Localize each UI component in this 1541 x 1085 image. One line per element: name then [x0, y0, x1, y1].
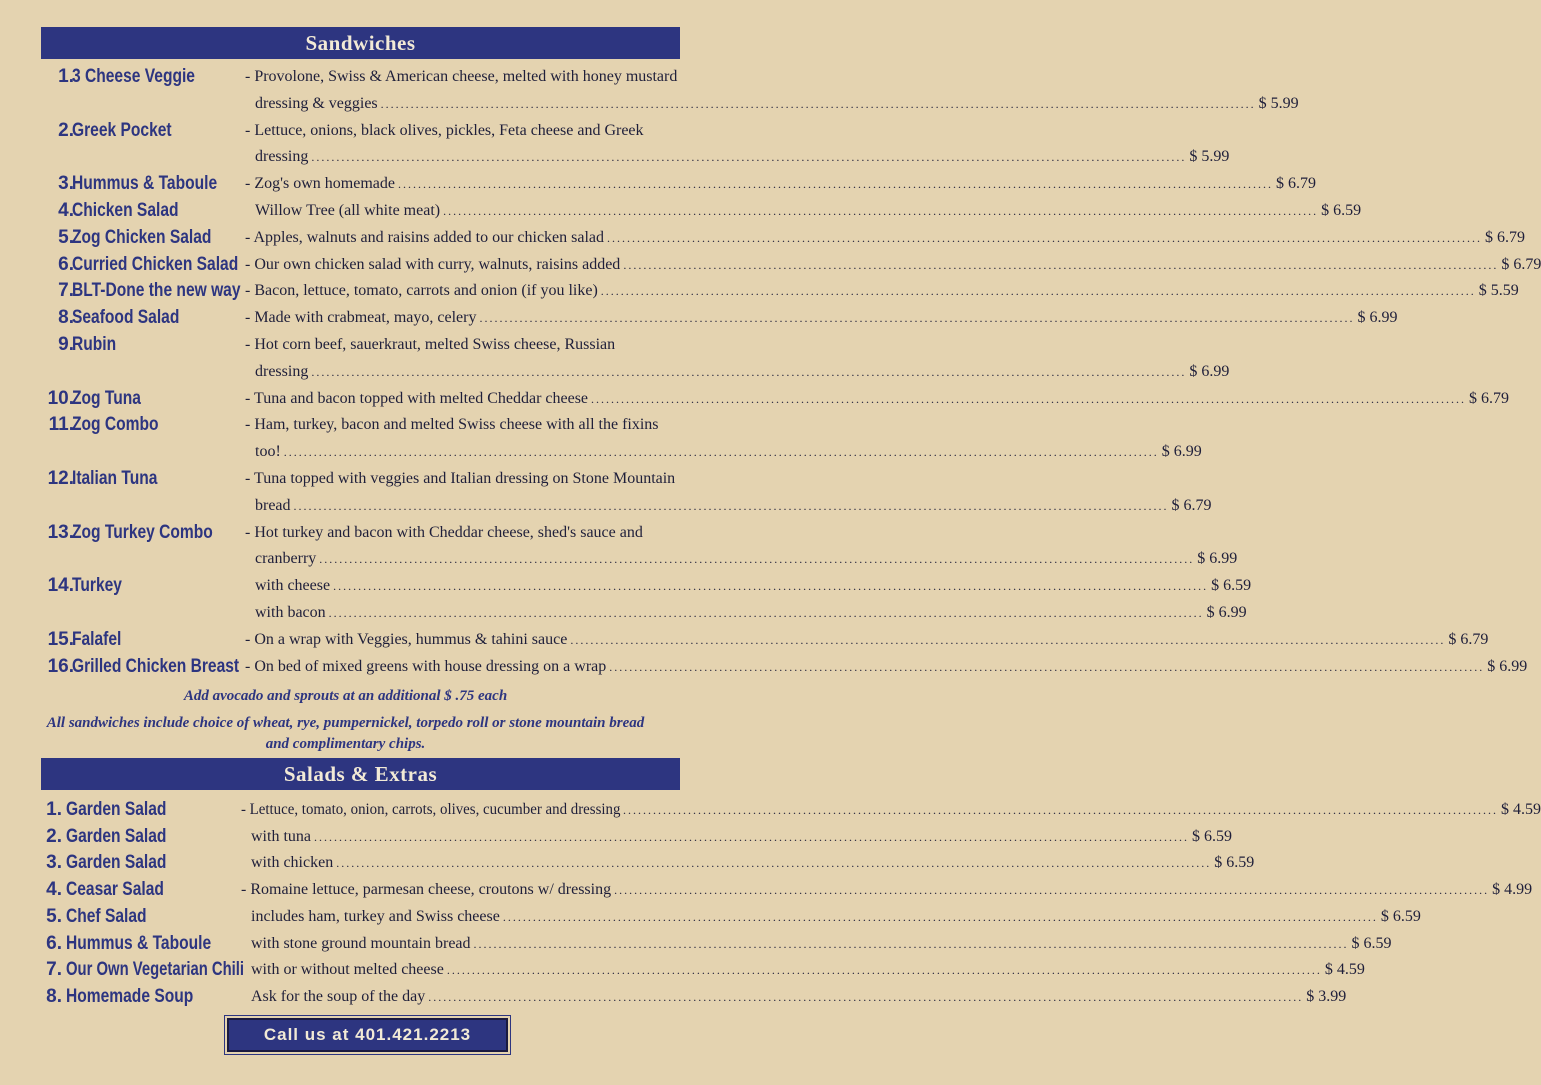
- sandwich-row: [0, 91, 1299, 117]
- dot-leader: [474, 931, 1349, 957]
- item-number: 11.: [48, 414, 74, 435]
- sandwich-row: [0, 439, 1202, 465]
- description-text: - Tuna and bacon topped with melted Cheddar cheese: [245, 390, 589, 407]
- description-text: with cheese: [255, 577, 331, 594]
- dot-leader: [503, 904, 1378, 930]
- item-price: $ 6.99: [1189, 363, 1230, 380]
- item-description: [245, 252, 1541, 278]
- description-text: with stone ground mountain bread: [251, 935, 471, 952]
- call-us-phone[interactable]: Call us at 401.421.2213: [227, 1018, 508, 1052]
- item-description: [251, 824, 1232, 850]
- item-name: Chef Salad: [66, 906, 147, 927]
- description-text: cranberry: [255, 550, 317, 567]
- item-description: [245, 627, 1489, 653]
- description-text: - On a wrap with Veggies, hummus & tahini sauce: [245, 631, 568, 648]
- sandwich-row: [0, 573, 1252, 599]
- item-name: Hummus & Taboule: [72, 173, 218, 194]
- salad-row: [0, 850, 1255, 876]
- item-name: Falafel: [72, 629, 122, 650]
- dot-leader: [398, 171, 1273, 197]
- item-price: $ 6.59: [1211, 577, 1252, 594]
- description-text: - Tuna topped with veggies and Italian dressing on Stone Mountain: [245, 470, 676, 487]
- item-price: $ 6.79: [1469, 390, 1510, 407]
- item-price: $ 6.79: [1501, 256, 1541, 273]
- dot-leader: [284, 439, 1159, 465]
- item-description: [255, 546, 1238, 572]
- description-text: - Lettuce, tomato, onion, carrots, olives, cucumber and dressing: [241, 801, 621, 818]
- item-description: [245, 278, 1519, 304]
- chips-note: and complimentary chips.: [265, 736, 426, 752]
- dot-leader: [311, 359, 1186, 385]
- item-description: [255, 144, 1230, 170]
- item-number: 8.: [46, 986, 62, 1007]
- dot-leader: [447, 957, 1322, 983]
- item-price: $ 6.79: [1275, 175, 1316, 192]
- sandwich-row: [0, 654, 1528, 680]
- description-text: - Lettuce, onions, black olives, pickles, Feta cheese and Greek: [245, 122, 644, 139]
- item-name: Garden Salad: [66, 799, 167, 820]
- description-text: bread: [255, 497, 291, 514]
- sandwich-row: [0, 332, 691, 358]
- item-description: [251, 984, 1347, 1010]
- item-description: [245, 64, 680, 90]
- dot-leader: [601, 278, 1476, 304]
- item-number: 10.: [47, 388, 74, 409]
- sandwich-row: [0, 412, 691, 438]
- dot-leader: [614, 877, 1489, 903]
- item-description: [245, 412, 680, 438]
- salad-row: [0, 957, 1365, 983]
- dot-leader: [329, 600, 1204, 626]
- salad-row: [0, 931, 1392, 957]
- item-price: $ 6.59: [1351, 935, 1392, 952]
- item-number: 3.: [46, 852, 62, 873]
- item-name: Our Own Vegetarian Chili: [66, 959, 245, 980]
- description-text: - Provolone, Swiss & American cheese, melted with honey mustard: [245, 68, 678, 85]
- item-description: [245, 466, 680, 492]
- dot-leader: [609, 654, 1484, 680]
- item-number: 15.: [47, 629, 74, 650]
- sandwich-row: [0, 600, 1247, 626]
- sandwich-row: [0, 64, 691, 90]
- dot-leader: [336, 850, 1211, 876]
- item-description: [241, 877, 1533, 903]
- item-price: $ 4.59: [1324, 961, 1365, 978]
- description-text: with chicken: [251, 854, 334, 871]
- sandwich-row: [0, 359, 1230, 385]
- description-text: Ask for the soup of the day: [251, 988, 426, 1005]
- item-description: [245, 332, 680, 358]
- item-name: Garden Salad: [66, 826, 167, 847]
- salad-row: [0, 824, 1232, 850]
- item-price: $ 6.99: [1487, 658, 1528, 675]
- item-number: 3.: [58, 173, 74, 194]
- item-price: $ 6.99: [1357, 309, 1398, 326]
- dot-leader: [443, 198, 1318, 224]
- item-price: $ 6.79: [1448, 631, 1489, 648]
- item-price: $ 5.59: [1478, 282, 1519, 299]
- item-description: [245, 386, 1510, 412]
- item-number: 2.: [58, 120, 74, 141]
- item-number: 12.: [47, 468, 74, 489]
- description-text: Willow Tree (all white meat): [255, 202, 441, 219]
- dot-leader: [319, 546, 1194, 572]
- item-price: $ 6.59: [1192, 828, 1232, 845]
- dot-leader: [294, 493, 1169, 519]
- item-description: [251, 957, 1365, 983]
- description-text: with tuna: [251, 828, 311, 845]
- description-text: - Made with crabmeat, mayo, celery: [245, 309, 477, 326]
- item-price: $ 6.99: [1161, 443, 1202, 460]
- item-description: [245, 654, 1528, 680]
- item-number: 1.: [46, 799, 62, 820]
- description-text: dressing: [255, 148, 309, 165]
- dot-leader: [623, 797, 1498, 823]
- description-text: - Our own chicken salad with curry, walnuts, raisins added: [245, 256, 621, 273]
- item-price: $ 3.99: [1306, 988, 1347, 1005]
- item-description: [255, 493, 1212, 519]
- salad-row: [0, 984, 1347, 1010]
- item-price: $ 6.79: [1171, 497, 1212, 514]
- salads-header: Salads & Extras: [41, 758, 680, 790]
- item-description: [251, 931, 1392, 957]
- item-price: $ 4.99: [1492, 881, 1533, 898]
- item-number: 2.: [46, 826, 62, 847]
- description-text: - On bed of mixed greens with house dressing on a wrap: [245, 658, 607, 675]
- dot-leader: [311, 144, 1186, 170]
- dot-leader: [314, 824, 1189, 850]
- item-number: 4.: [58, 200, 74, 221]
- item-number: 6.: [58, 254, 74, 275]
- item-description: [255, 439, 1202, 465]
- item-name: Zog Combo: [72, 414, 159, 435]
- item-name: Hummus & Taboule: [66, 933, 212, 954]
- sandwich-row: [0, 144, 1230, 170]
- description-text: - Zog's own homemade: [245, 175, 395, 192]
- item-name: 3 Cheese Veggie: [72, 66, 195, 87]
- item-name: Chicken Salad: [72, 200, 179, 221]
- item-price: $ 6.99: [1206, 604, 1247, 621]
- item-name: Rubin: [72, 334, 117, 355]
- item-number: 5.: [46, 906, 62, 927]
- item-price: $ 6.59: [1321, 202, 1362, 219]
- sandwich-row: [0, 171, 1316, 197]
- item-name: Grilled Chicken Breast: [72, 656, 240, 677]
- item-number: 7.: [46, 959, 62, 980]
- avocado-note: Add avocado and sprouts at an additional $ .75 each: [183, 688, 508, 704]
- item-number: 1.: [58, 66, 74, 87]
- item-name: Homemade Soup: [66, 986, 194, 1007]
- description-text: with or without melted cheese: [251, 961, 444, 978]
- item-description: [245, 118, 680, 144]
- item-description: [255, 198, 1362, 224]
- item-description: [245, 520, 680, 546]
- item-name: Zog Tuna: [72, 388, 141, 409]
- dot-leader: [570, 627, 1445, 653]
- item-price: $ 4.59: [1501, 801, 1541, 818]
- item-name: Italian Tuna: [72, 468, 158, 489]
- item-number: 5.: [58, 227, 74, 248]
- sandwich-row: [0, 225, 1526, 251]
- item-name: Zog Turkey Combo: [72, 522, 213, 543]
- item-name: Seafood Salad: [72, 307, 180, 328]
- sandwich-row: [0, 198, 1362, 224]
- item-name: Turkey: [72, 575, 122, 596]
- item-number: 6.: [46, 933, 62, 954]
- sandwich-row: [0, 252, 1541, 278]
- sandwich-row: [0, 466, 691, 492]
- item-name: BLT-Done the new way: [72, 280, 241, 301]
- item-number: 7.: [58, 280, 74, 301]
- dot-leader: [607, 225, 1482, 251]
- description-text: - Romaine lettuce, parmesan cheese, croutons w/ dressing: [241, 881, 612, 898]
- description-text: - Ham, turkey, bacon and melted Swiss cheese with all the fixins: [245, 416, 659, 433]
- item-name: Curried Chicken Salad: [72, 254, 239, 275]
- item-name: Zog Chicken Salad: [72, 227, 212, 248]
- item-name: Ceasar Salad: [66, 879, 164, 900]
- description-text: - Hot corn beef, sauerkraut, melted Swiss cheese, Russian: [245, 336, 616, 353]
- item-number: 13.: [47, 522, 74, 543]
- item-number: 9.: [58, 334, 74, 355]
- description-text: - Apples, walnuts and raisins added to our chicken salad: [245, 229, 605, 246]
- dot-leader: [623, 252, 1498, 278]
- item-description: [245, 305, 1398, 331]
- item-description: [245, 171, 1316, 197]
- sandwich-row: [0, 520, 691, 546]
- sandwich-row: [0, 386, 1510, 412]
- dot-leader: [428, 984, 1303, 1010]
- bread-note: All sandwiches include choice of wheat, rye, pumpernickel, torpedo roll or stone mountain bread: [46, 715, 645, 731]
- sandwich-row: [0, 627, 1489, 653]
- dot-leader: [333, 573, 1208, 599]
- item-description: [255, 573, 1252, 599]
- item-price: $ 5.99: [1189, 148, 1230, 165]
- item-number: 4.: [46, 879, 62, 900]
- description-text: dressing & veggies: [255, 95, 378, 112]
- item-number: 14.: [47, 575, 74, 596]
- description-text: too!: [255, 443, 281, 460]
- item-description: [241, 797, 1541, 823]
- item-description: [255, 600, 1247, 626]
- item-description: [251, 850, 1255, 876]
- item-description: [251, 904, 1421, 930]
- salad-row: [0, 877, 1533, 903]
- dot-leader: [479, 305, 1354, 331]
- item-price: $ 6.99: [1197, 550, 1238, 567]
- description-text: dressing: [255, 363, 309, 380]
- item-description: [255, 359, 1230, 385]
- sandwich-row: [0, 546, 1238, 572]
- salad-row: [0, 904, 1421, 930]
- item-number: 8.: [58, 307, 74, 328]
- salad-row: [0, 797, 1541, 823]
- dot-leader: [591, 386, 1466, 412]
- sandwich-row: [0, 118, 691, 144]
- item-description: [255, 91, 1299, 117]
- sandwich-row: [0, 493, 1212, 519]
- item-price: $ 6.79: [1485, 229, 1526, 246]
- item-price: $ 6.59: [1380, 908, 1421, 925]
- item-name: Greek Pocket: [72, 120, 172, 141]
- description-text: includes ham, turkey and Swiss cheese: [251, 908, 500, 925]
- item-price: $ 5.99: [1258, 95, 1299, 112]
- item-description: [245, 225, 1526, 251]
- item-price: $ 6.59: [1214, 854, 1255, 871]
- item-number: 16.: [47, 656, 74, 677]
- item-name: Garden Salad: [66, 852, 167, 873]
- description-text: - Hot turkey and bacon with Cheddar cheese, shed's sauce and: [245, 524, 643, 541]
- description-text: with bacon: [255, 604, 326, 621]
- sandwich-row: [0, 278, 1519, 304]
- dot-leader: [381, 91, 1256, 117]
- description-text: - Bacon, lettuce, tomato, carrots and onion (if you like): [245, 282, 598, 299]
- sandwich-row: [0, 305, 1398, 331]
- sandwiches-header: Sandwiches: [41, 27, 680, 59]
